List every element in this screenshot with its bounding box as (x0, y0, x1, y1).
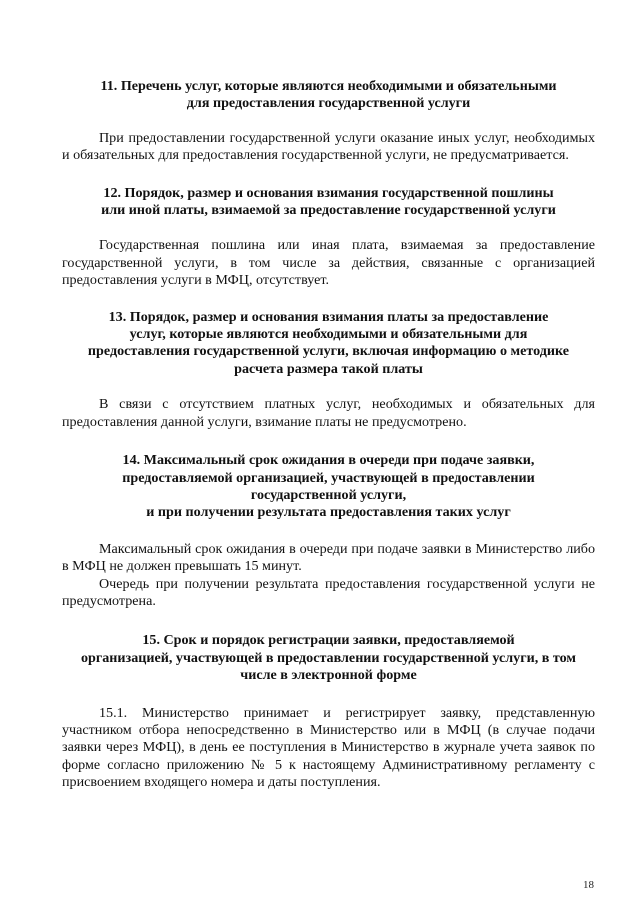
heading-line: 14. Максимальный срок ожидания в очереди при подаче заявки, (122, 452, 535, 469)
heading-line: и при получении результата предоставления таких услуг (146, 504, 511, 521)
section-13-paragraph: В связи с отсутствием платных услуг, необходимых и обязательных для предоставления данной услуги, взимание платы не предусмотрено. (62, 396, 595, 430)
section-14-heading (62, 452, 595, 522)
section-15-paragraph: 15.1. Министерство принимает и регистрирует заявку, представленную участником отбора непосредственно в Министерство или в МФЦ (в случае подачи заявки через МФЦ), в день ее поступления в Министерство в журнале учета заявок по форме согласно приложению № 5 к настоящему Административному регламенту с присвоением входящего номера и даты поступления. (62, 704, 595, 791)
section-15 (62, 632, 595, 791)
heading-line: предоставления государственной услуги, включая информацию о методике (87, 343, 570, 360)
heading-line: 15. Срок и порядок регистрации заявки, предоставляемой (142, 632, 515, 649)
section-13-heading (62, 309, 595, 379)
section-12 (62, 185, 595, 290)
heading-line: для предоставления государственной услуги (186, 95, 471, 112)
section-14 (62, 452, 595, 610)
document-page (62, 78, 595, 792)
section-11-paragraph: При предоставлении государственной услуги оказание иных услуг, необходимых и обязательных для предоставления государственной услуги, не предусматривается. (62, 129, 595, 164)
heading-line: расчета размера такой платы (234, 360, 423, 377)
heading-line: предоставляемой организацией, участвующей в предоставлении (122, 469, 535, 486)
heading-line: или иной платы, взимаемой за предоставление государственной услуги (101, 202, 556, 219)
section-14-paragraph: Максимальный срок ожидания в очереди при подаче заявки в Министерство либо в МФЦ не должен превышать 15 минут. (62, 540, 595, 575)
heading-line: государственной услуги, (250, 486, 407, 503)
section-11-heading (62, 78, 595, 113)
section-11 (62, 78, 595, 165)
heading-line: числе в электронной форме (240, 667, 417, 684)
section-12-paragraph: Государственная пошлина или иная плата, взимаемая за предоставление государственной услуги, в том числе за действия, связанные с организацией предоставления услуги в МФЦ, отсутствует. (62, 237, 595, 289)
heading-line: 12. Порядок, размер и основания взимания государственной пошлины (103, 184, 554, 201)
heading-line: 11. Перечень услуг, которые являются необходимыми и обязательными (100, 78, 557, 94)
section-14-paragraph: Очередь при получении результата предоставления государственной услуги не предусмотрена. (62, 575, 595, 609)
heading-line: услуг, которые являются необходимыми и обязательными для (129, 326, 528, 343)
heading-line: организацией, участвующей в предоставлении государственной услуги, в том (80, 649, 577, 666)
section-13 (62, 309, 595, 431)
heading-line: 13. Порядок, размер и основания взимания платы за предоставление (108, 308, 549, 325)
section-15-heading (62, 632, 595, 684)
section-12-heading (62, 185, 595, 220)
page-number: 18 (583, 879, 594, 891)
